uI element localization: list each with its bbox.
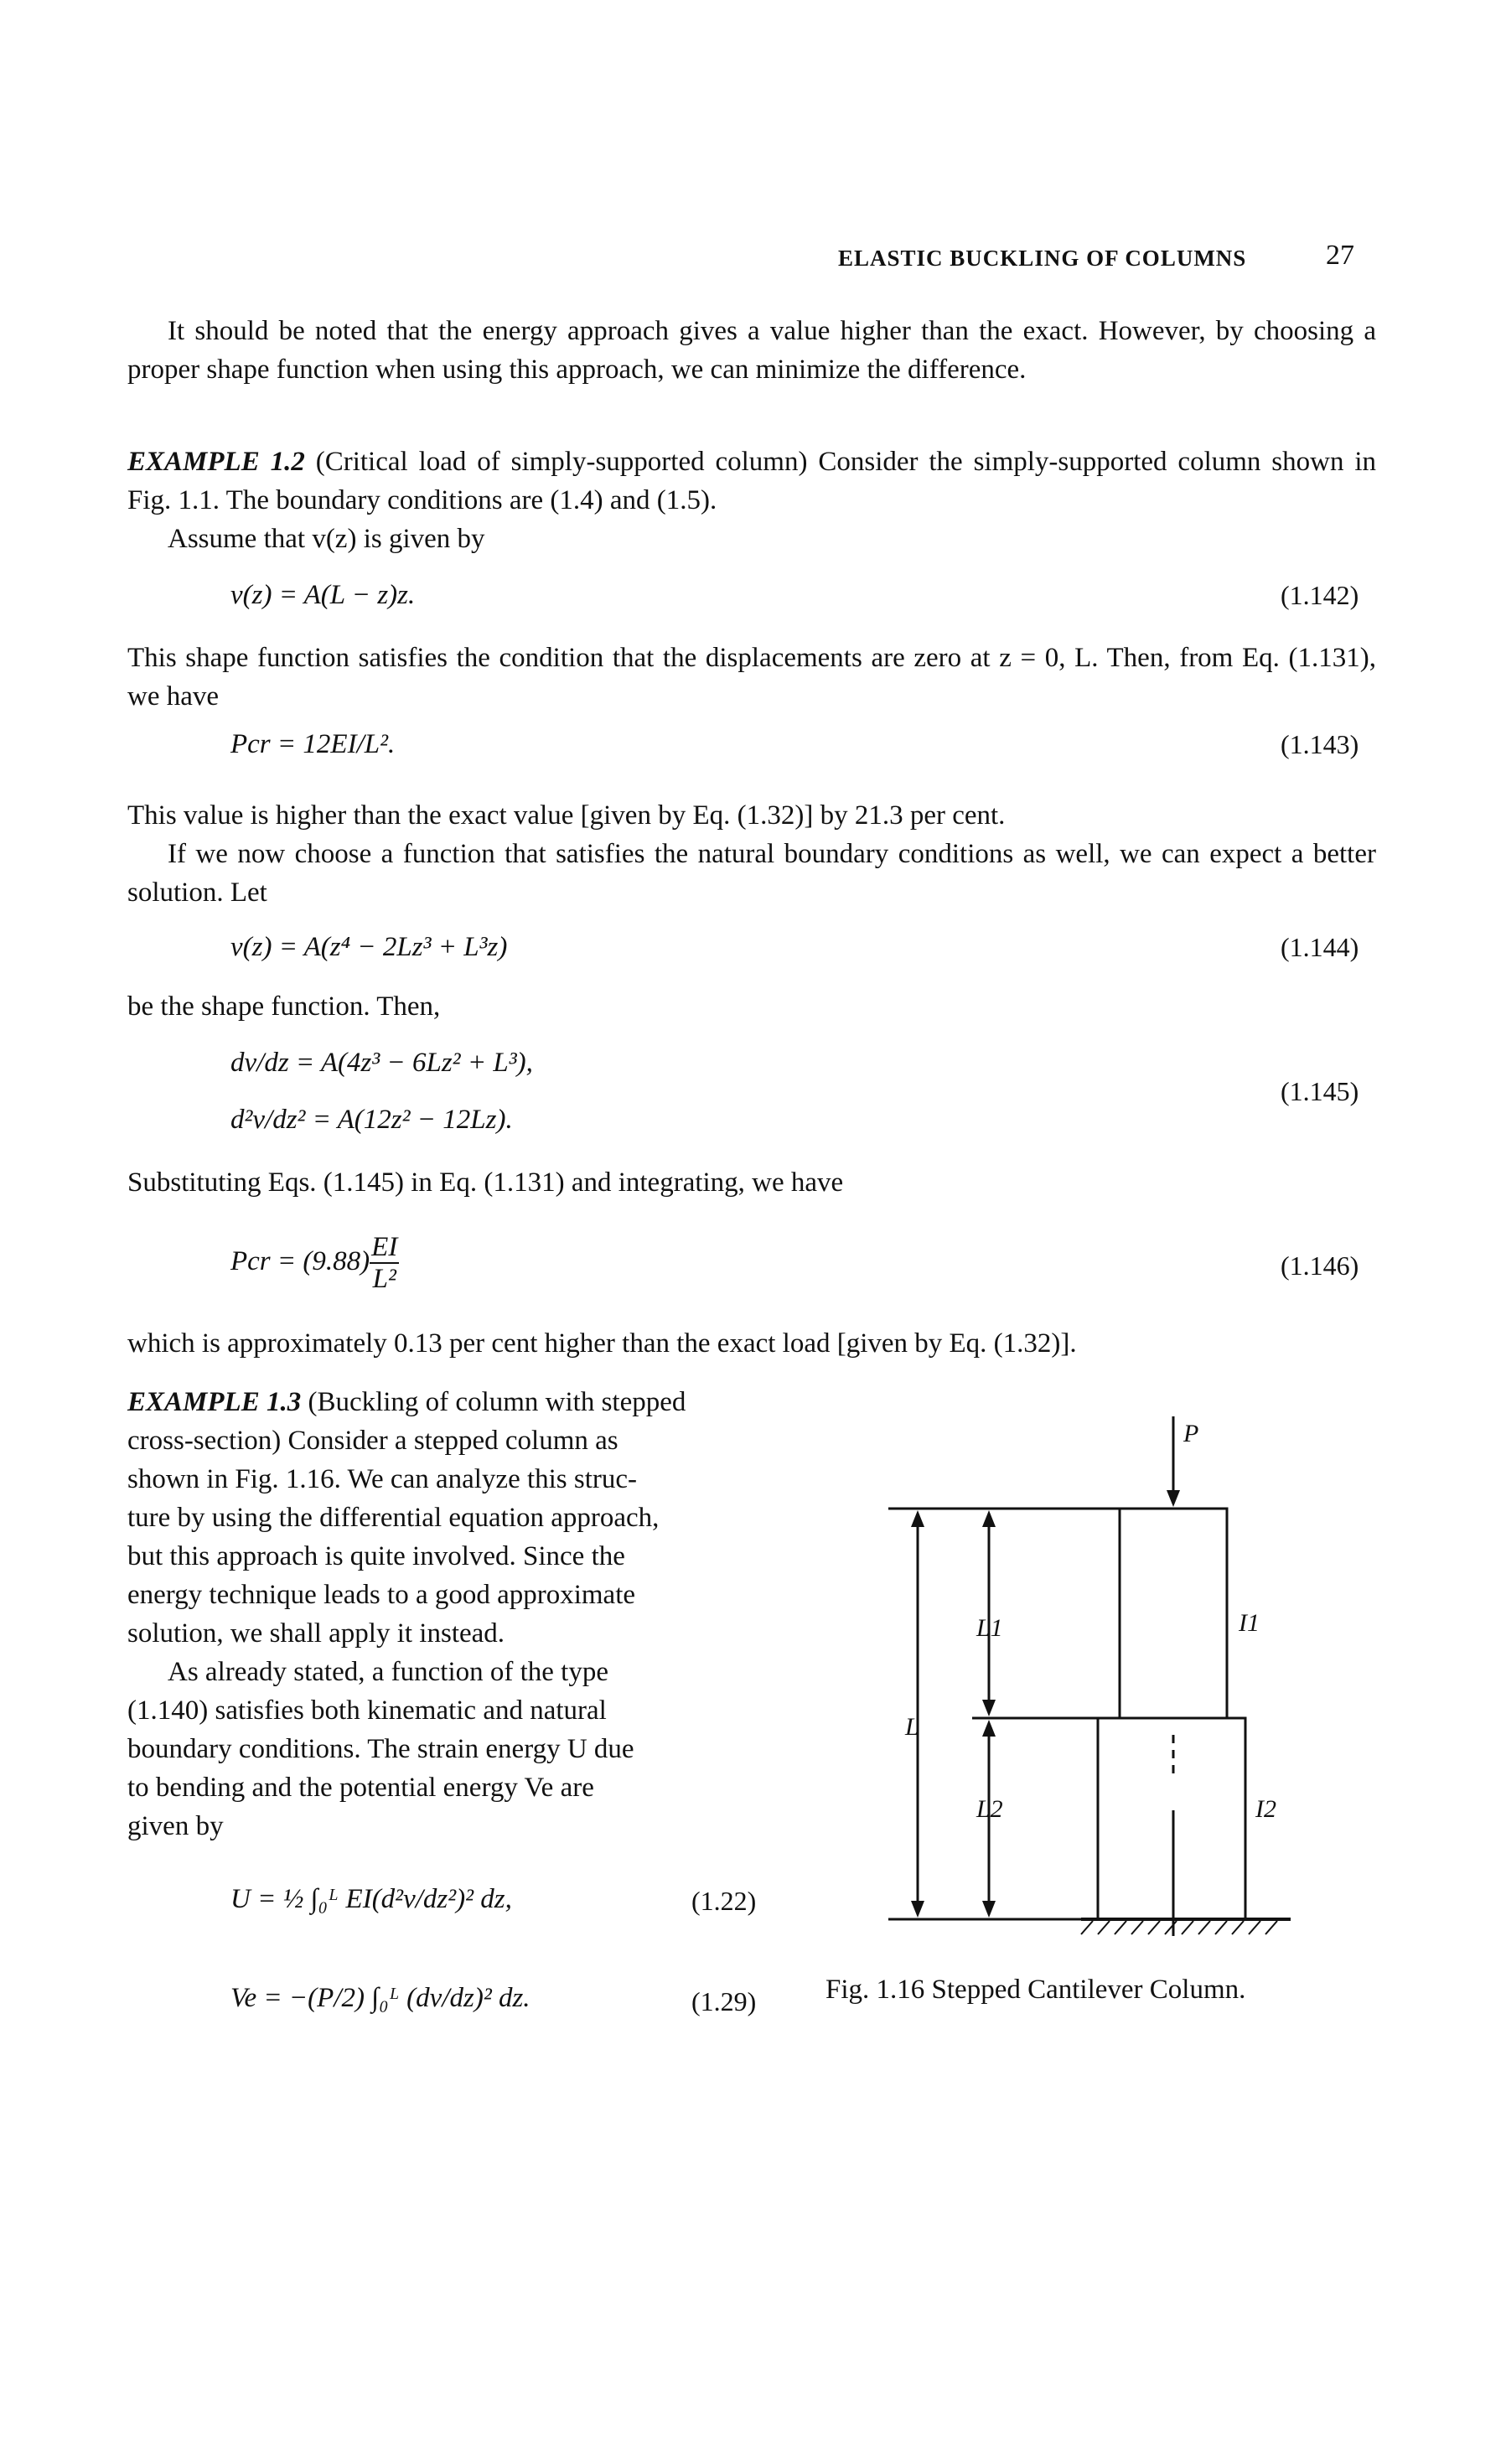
- L-arrowhead-top: [911, 1510, 924, 1527]
- example-line: (Buckling of column with stepped: [308, 1387, 686, 1417]
- equation-1-143: Pcr = 12EI/L².: [230, 729, 396, 759]
- equation-1-145-line1: dv/dz = A(4z³ − 6Lz² + L³),: [230, 1048, 533, 1078]
- equation-1-142: v(z) = A(L − z)z.: [230, 580, 416, 610]
- equation-1-146: [230, 1232, 399, 1295]
- equation-1-22: U = ½ ∫₀ᴸ EI(d²v/dz²)² dz,: [230, 1884, 512, 1914]
- example-line: to bending and the potential energy Ve are: [127, 1773, 594, 1803]
- L-arrowhead-bottom: [911, 1901, 924, 1918]
- example-text: (Critical load of simply-supported column) Consider the simply-supported column shown in Fig. 1.1. The boundary conditions are (1.4) and (1.5).: [127, 447, 1377, 515]
- label-P: P: [1183, 1420, 1199, 1447]
- example-line: cross-section) Consider a stepped column as: [127, 1426, 618, 1456]
- example-line: (1.140) satisfies both kinematic and natural: [127, 1695, 607, 1726]
- equation-number-1-146: (1.146): [1281, 1250, 1359, 1281]
- paragraph-substituting: Substituting Eqs. (1.145) in Eq. (1.131) and integrating, we have: [127, 1167, 844, 1198]
- example-line: energy technique leads to a good approximate: [127, 1580, 636, 1610]
- example-line: As already stated, a function of the type: [168, 1657, 608, 1687]
- paragraph-be-shape: be the shape function. Then,: [127, 991, 441, 1022]
- paragraph-approximately: which is approximately 0.13 per cent higher than the exact load [given by Eq. (1.32)].: [127, 1328, 1077, 1359]
- upper-column-segment: [1120, 1509, 1227, 1718]
- equation-number-1-22: (1.22): [691, 1886, 757, 1916]
- equation-number-1-142: (1.142): [1281, 580, 1359, 610]
- label-I2: I2: [1255, 1795, 1276, 1823]
- base-hatching: [1081, 1921, 1277, 1934]
- label-L1: L1: [976, 1614, 1003, 1642]
- load-arrowhead: [1167, 1490, 1180, 1507]
- fraction-numerator: EI: [370, 1232, 399, 1264]
- L1-arrowhead-top: [982, 1510, 996, 1527]
- equation-number-1-143: (1.143): [1281, 729, 1359, 759]
- equation-1-29: Ve = −(P/2) ∫₀ᴸ (dv/dz)² dz.: [230, 1983, 530, 2013]
- L2-arrowhead-bottom: [982, 1901, 996, 1918]
- L2-arrowhead-top: [982, 1720, 996, 1737]
- example-line: given by: [127, 1811, 224, 1841]
- figure-caption: Fig. 1.16 Stepped Cantilever Column.: [825, 1975, 1246, 2005]
- equation-1-145-line2: d²v/dz² = A(12z² − 12Lz).: [230, 1105, 513, 1135]
- assume-text: Assume that v(z) is given by: [168, 524, 485, 554]
- example-line: shown in Fig. 1.16. We can analyze this struc-: [127, 1464, 638, 1494]
- equation-1-144: v(z) = A(z⁴ − 2Lz³ + L³z): [230, 932, 508, 962]
- example-line: boundary conditions. The strain energy U due: [127, 1734, 634, 1764]
- equation-1-146-fraction: [370, 1232, 399, 1295]
- example-1-3: [127, 1383, 773, 1845]
- paragraph-higher-value: This value is higher than the exact value [given by Eq. (1.32)] by 21.3 per cent.: [127, 800, 1006, 831]
- example-line: ture by using the differential equation approach,: [127, 1503, 660, 1533]
- lower-column-segment: [1098, 1718, 1245, 1919]
- arrowheads: [911, 1490, 1180, 1918]
- paragraph-shape-function: This shape function satisfies the condition that the displacements are zero at z = 0, L. Then, from Eq. (1.131), we have: [127, 643, 1376, 712]
- L1-arrowhead-bottom: [982, 1700, 996, 1716]
- example-label: EXAMPLE 1.3: [127, 1387, 302, 1417]
- paragraph-natural-boundary: If we now choose a function that satisfies the natural boundary conditions as well, we can expect a better solution. Let: [127, 839, 1376, 908]
- paragraph-energy-approach: It should be noted that the energy approach gives a value higher than the exact. However, by choosing a proper shape function when using this approach, we can minimize the difference.: [127, 316, 1376, 385]
- label-L2: L2: [976, 1795, 1003, 1823]
- example-1-2: [127, 443, 1376, 520]
- example-line: solution, we shall apply it instead.: [127, 1618, 505, 1649]
- fraction-denominator: L²: [372, 1264, 396, 1295]
- label-L: L: [905, 1713, 919, 1741]
- running-header: ELASTIC BUCKLING OF COLUMNS: [838, 246, 1247, 271]
- label-I1: I1: [1239, 1609, 1260, 1637]
- example-line: but this approach is quite involved. Since the: [127, 1541, 625, 1571]
- page-number: 27: [1326, 240, 1354, 271]
- equation-number-1-144: (1.144): [1281, 932, 1359, 962]
- equation-1-146-lhs: Pcr = (9.88): [230, 1245, 370, 1276]
- example-label: EXAMPLE 1.2: [127, 447, 305, 477]
- equation-number-1-145: (1.145): [1281, 1076, 1359, 1106]
- equation-number-1-29: (1.29): [691, 1986, 757, 2016]
- stepped-cantilever-figure: [872, 1416, 1391, 1936]
